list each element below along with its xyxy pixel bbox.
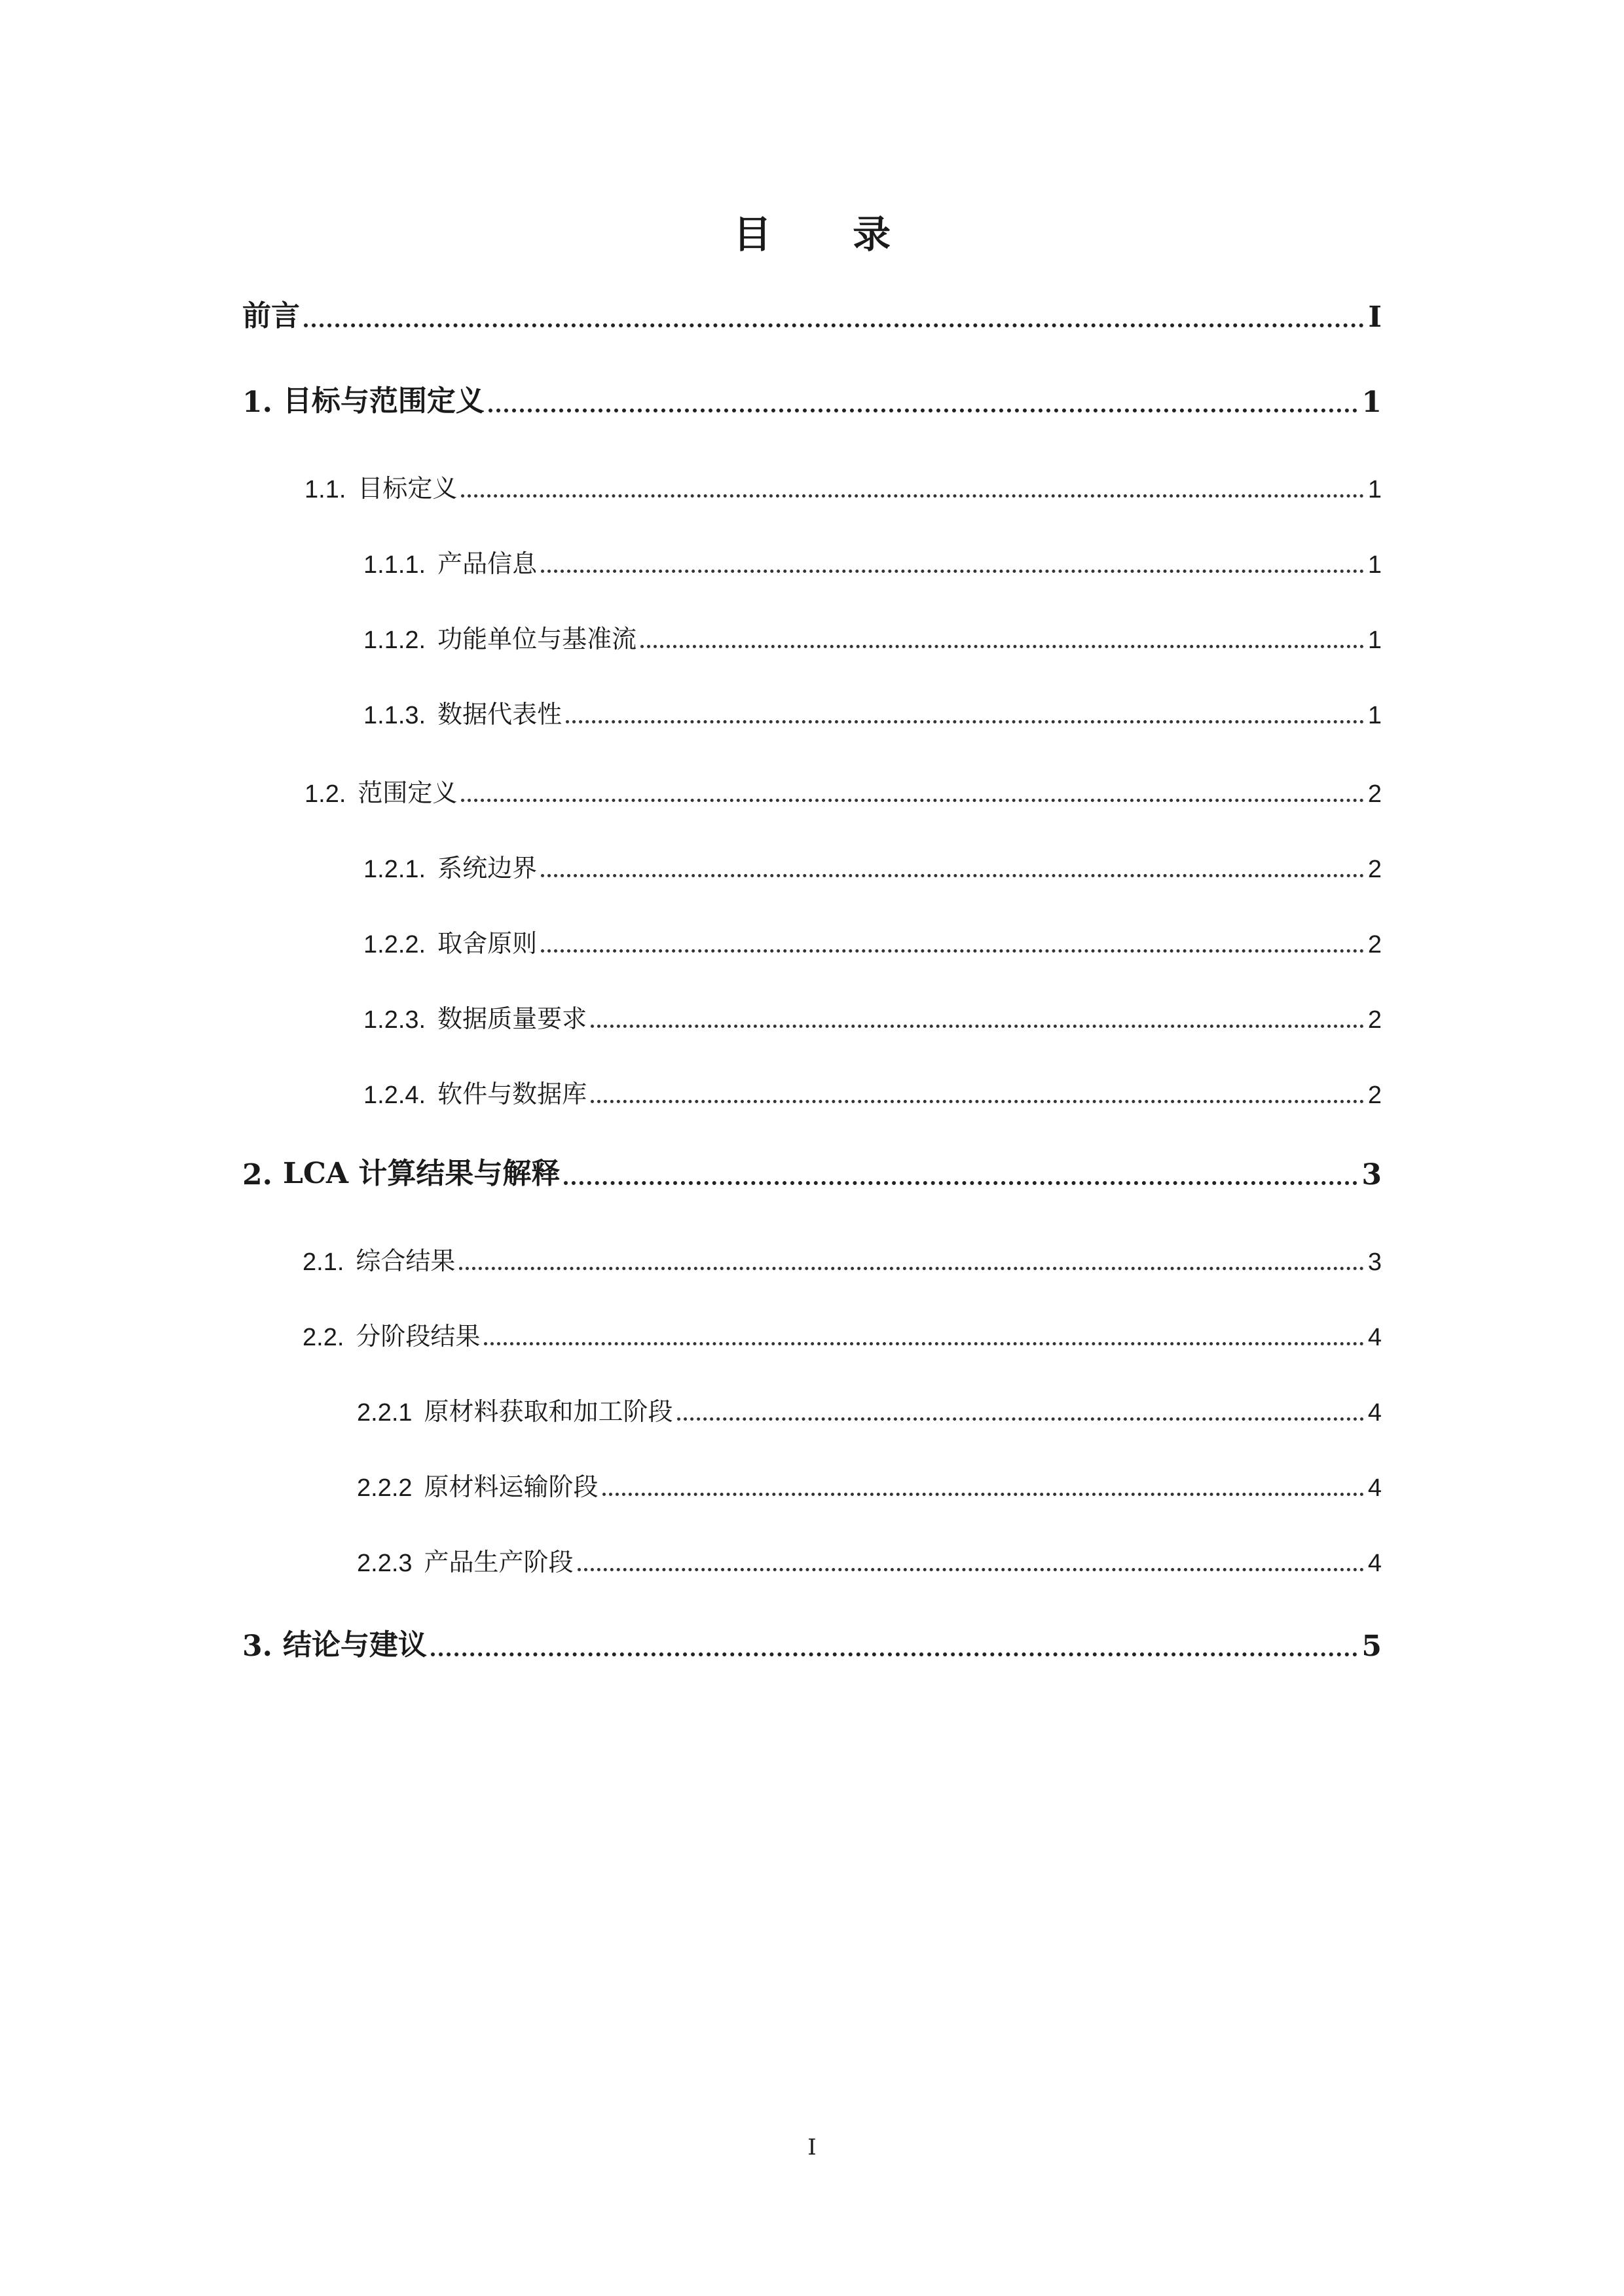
toc-entry[interactable] xyxy=(242,288,1382,334)
toc-entry[interactable] xyxy=(357,1381,1382,1427)
toc-entry-number: 2.2.2 xyxy=(357,1474,413,1502)
toc-entry-page: 1 xyxy=(1361,386,1382,419)
toc-entry[interactable] xyxy=(363,989,1382,1034)
toc-entry[interactable] xyxy=(363,913,1382,959)
toc-entry-number: 1.2.2. xyxy=(363,931,426,958)
toc-entry-label: 取舍原则 xyxy=(437,930,538,958)
toc-entry-page: 1 xyxy=(1367,551,1382,579)
toc-entry[interactable] xyxy=(304,763,1382,809)
toc-dot-leader xyxy=(578,1568,1364,1571)
toc-entry-number: 3. xyxy=(242,1630,272,1663)
toc-entry-number: 2.2.1 xyxy=(357,1399,413,1427)
toc-dot-leader xyxy=(591,1100,1364,1103)
toc-dot-leader xyxy=(484,1342,1363,1345)
toc-dot-leader xyxy=(431,1652,1357,1656)
toc-entry-label: 软件与数据库 xyxy=(437,1081,587,1108)
toc-entry-number: 1.2.4. xyxy=(363,1082,426,1109)
toc-entry[interactable] xyxy=(242,373,1382,419)
toc-dot-leader xyxy=(591,1025,1364,1028)
toc-dot-leader xyxy=(640,645,1364,648)
toc-entry-page: 2 xyxy=(1367,1006,1382,1034)
toc-entry-page: 2 xyxy=(1367,931,1382,958)
toc-entry-number: 1.2.1. xyxy=(363,856,426,883)
toc-entry-page: 4 xyxy=(1367,1474,1382,1502)
toc-entry-label: 产品信息 xyxy=(437,551,538,578)
toc-dot-leader xyxy=(541,949,1364,953)
toc-entry-number: 2.1. xyxy=(303,1248,344,1276)
toc-entry-page: 1 xyxy=(1367,627,1382,654)
toc-dot-leader xyxy=(677,1417,1364,1421)
toc-dot-leader xyxy=(541,570,1364,573)
toc-entry[interactable] xyxy=(242,1146,1382,1192)
toc-entry-label: 目标定义 xyxy=(358,475,458,503)
toc-entry[interactable] xyxy=(363,1064,1382,1110)
toc-entry[interactable] xyxy=(242,1617,1382,1663)
toc-entry-label: 数据质量要求 xyxy=(437,1006,587,1033)
footer-page-number: I xyxy=(807,2134,817,2160)
toc-entry-label: 结论与建议 xyxy=(282,1628,427,1662)
toc-entry[interactable] xyxy=(357,1532,1382,1578)
toc-entry-number: 1. xyxy=(242,386,272,419)
toc-entry-page: 5 xyxy=(1361,1630,1382,1663)
toc-entry-label: 系统边界 xyxy=(437,855,538,883)
toc-entry[interactable] xyxy=(363,838,1382,884)
toc-entry-page: 3 xyxy=(1361,1158,1382,1192)
toc-dot-leader xyxy=(489,409,1357,412)
toc-entry-page: 4 xyxy=(1367,1399,1382,1427)
toc-entry[interactable] xyxy=(363,534,1382,579)
toc-entry-label: 前言 xyxy=(242,299,300,333)
toc-entry-number: 1.2.3. xyxy=(363,1006,426,1034)
toc-entry-label: LCA 计算结果与解释 xyxy=(282,1157,561,1190)
toc-dot-leader xyxy=(304,323,1364,327)
toc-dot-leader xyxy=(541,874,1364,877)
toc-entry-number: 2.2. xyxy=(303,1324,344,1351)
toc-dot-leader xyxy=(459,1267,1363,1270)
toc-entry-label: 原材料运输阶段 xyxy=(424,1474,599,1501)
toc-entry-label: 范围定义 xyxy=(358,780,458,807)
toc-entry-label: 目标与范围定义 xyxy=(282,384,485,418)
toc-dot-leader xyxy=(461,494,1363,498)
toc-dot-leader xyxy=(564,1181,1357,1185)
toc-entry-number: 1.2. xyxy=(304,780,346,808)
toc-entry-number: 2. xyxy=(242,1158,272,1192)
toc-entry-page: 4 xyxy=(1367,1324,1382,1351)
toc-entry-number: 1.1. xyxy=(304,476,346,503)
toc-entry-number: 1.1.3. xyxy=(363,702,426,729)
toc-entry[interactable] xyxy=(363,684,1382,730)
toc-dot-leader xyxy=(602,1493,1364,1496)
toc-entry-page: 3 xyxy=(1367,1248,1382,1276)
toc-entry-number: 2.2.3 xyxy=(357,1550,413,1577)
toc-entry-page: 1 xyxy=(1367,476,1382,503)
toc-entry-label: 产品生产阶段 xyxy=(424,1549,574,1576)
toc-dot-leader xyxy=(461,799,1363,802)
toc-entry[interactable] xyxy=(303,1306,1382,1352)
toc-entry-page: 1 xyxy=(1367,702,1382,729)
toc-entry[interactable] xyxy=(357,1457,1382,1503)
toc-entry[interactable] xyxy=(304,458,1382,504)
toc-entry-page: 2 xyxy=(1367,780,1382,808)
toc-entry-label: 分阶段结果 xyxy=(356,1323,481,1351)
toc-entry-number: 1.1.1. xyxy=(363,551,426,579)
toc-entry-page: 4 xyxy=(1367,1550,1382,1577)
toc-entry-page: 2 xyxy=(1367,1082,1382,1109)
toc-entry-label: 数据代表性 xyxy=(437,701,563,729)
toc-entry-page: 2 xyxy=(1367,856,1382,883)
toc-entry-label: 原材料获取和加工阶段 xyxy=(424,1398,673,1426)
toc-entry-page: I xyxy=(1368,301,1382,334)
toc-entry-number: 1.1.2. xyxy=(363,627,426,654)
toc-title: 目 录 xyxy=(733,212,925,257)
toc-entry[interactable] xyxy=(303,1231,1382,1277)
toc-entry-label: 功能单位与基准流 xyxy=(437,626,637,653)
toc-entry[interactable] xyxy=(363,609,1382,655)
toc-entry-label: 综合结果 xyxy=(356,1248,456,1275)
toc-dot-leader xyxy=(566,720,1364,723)
